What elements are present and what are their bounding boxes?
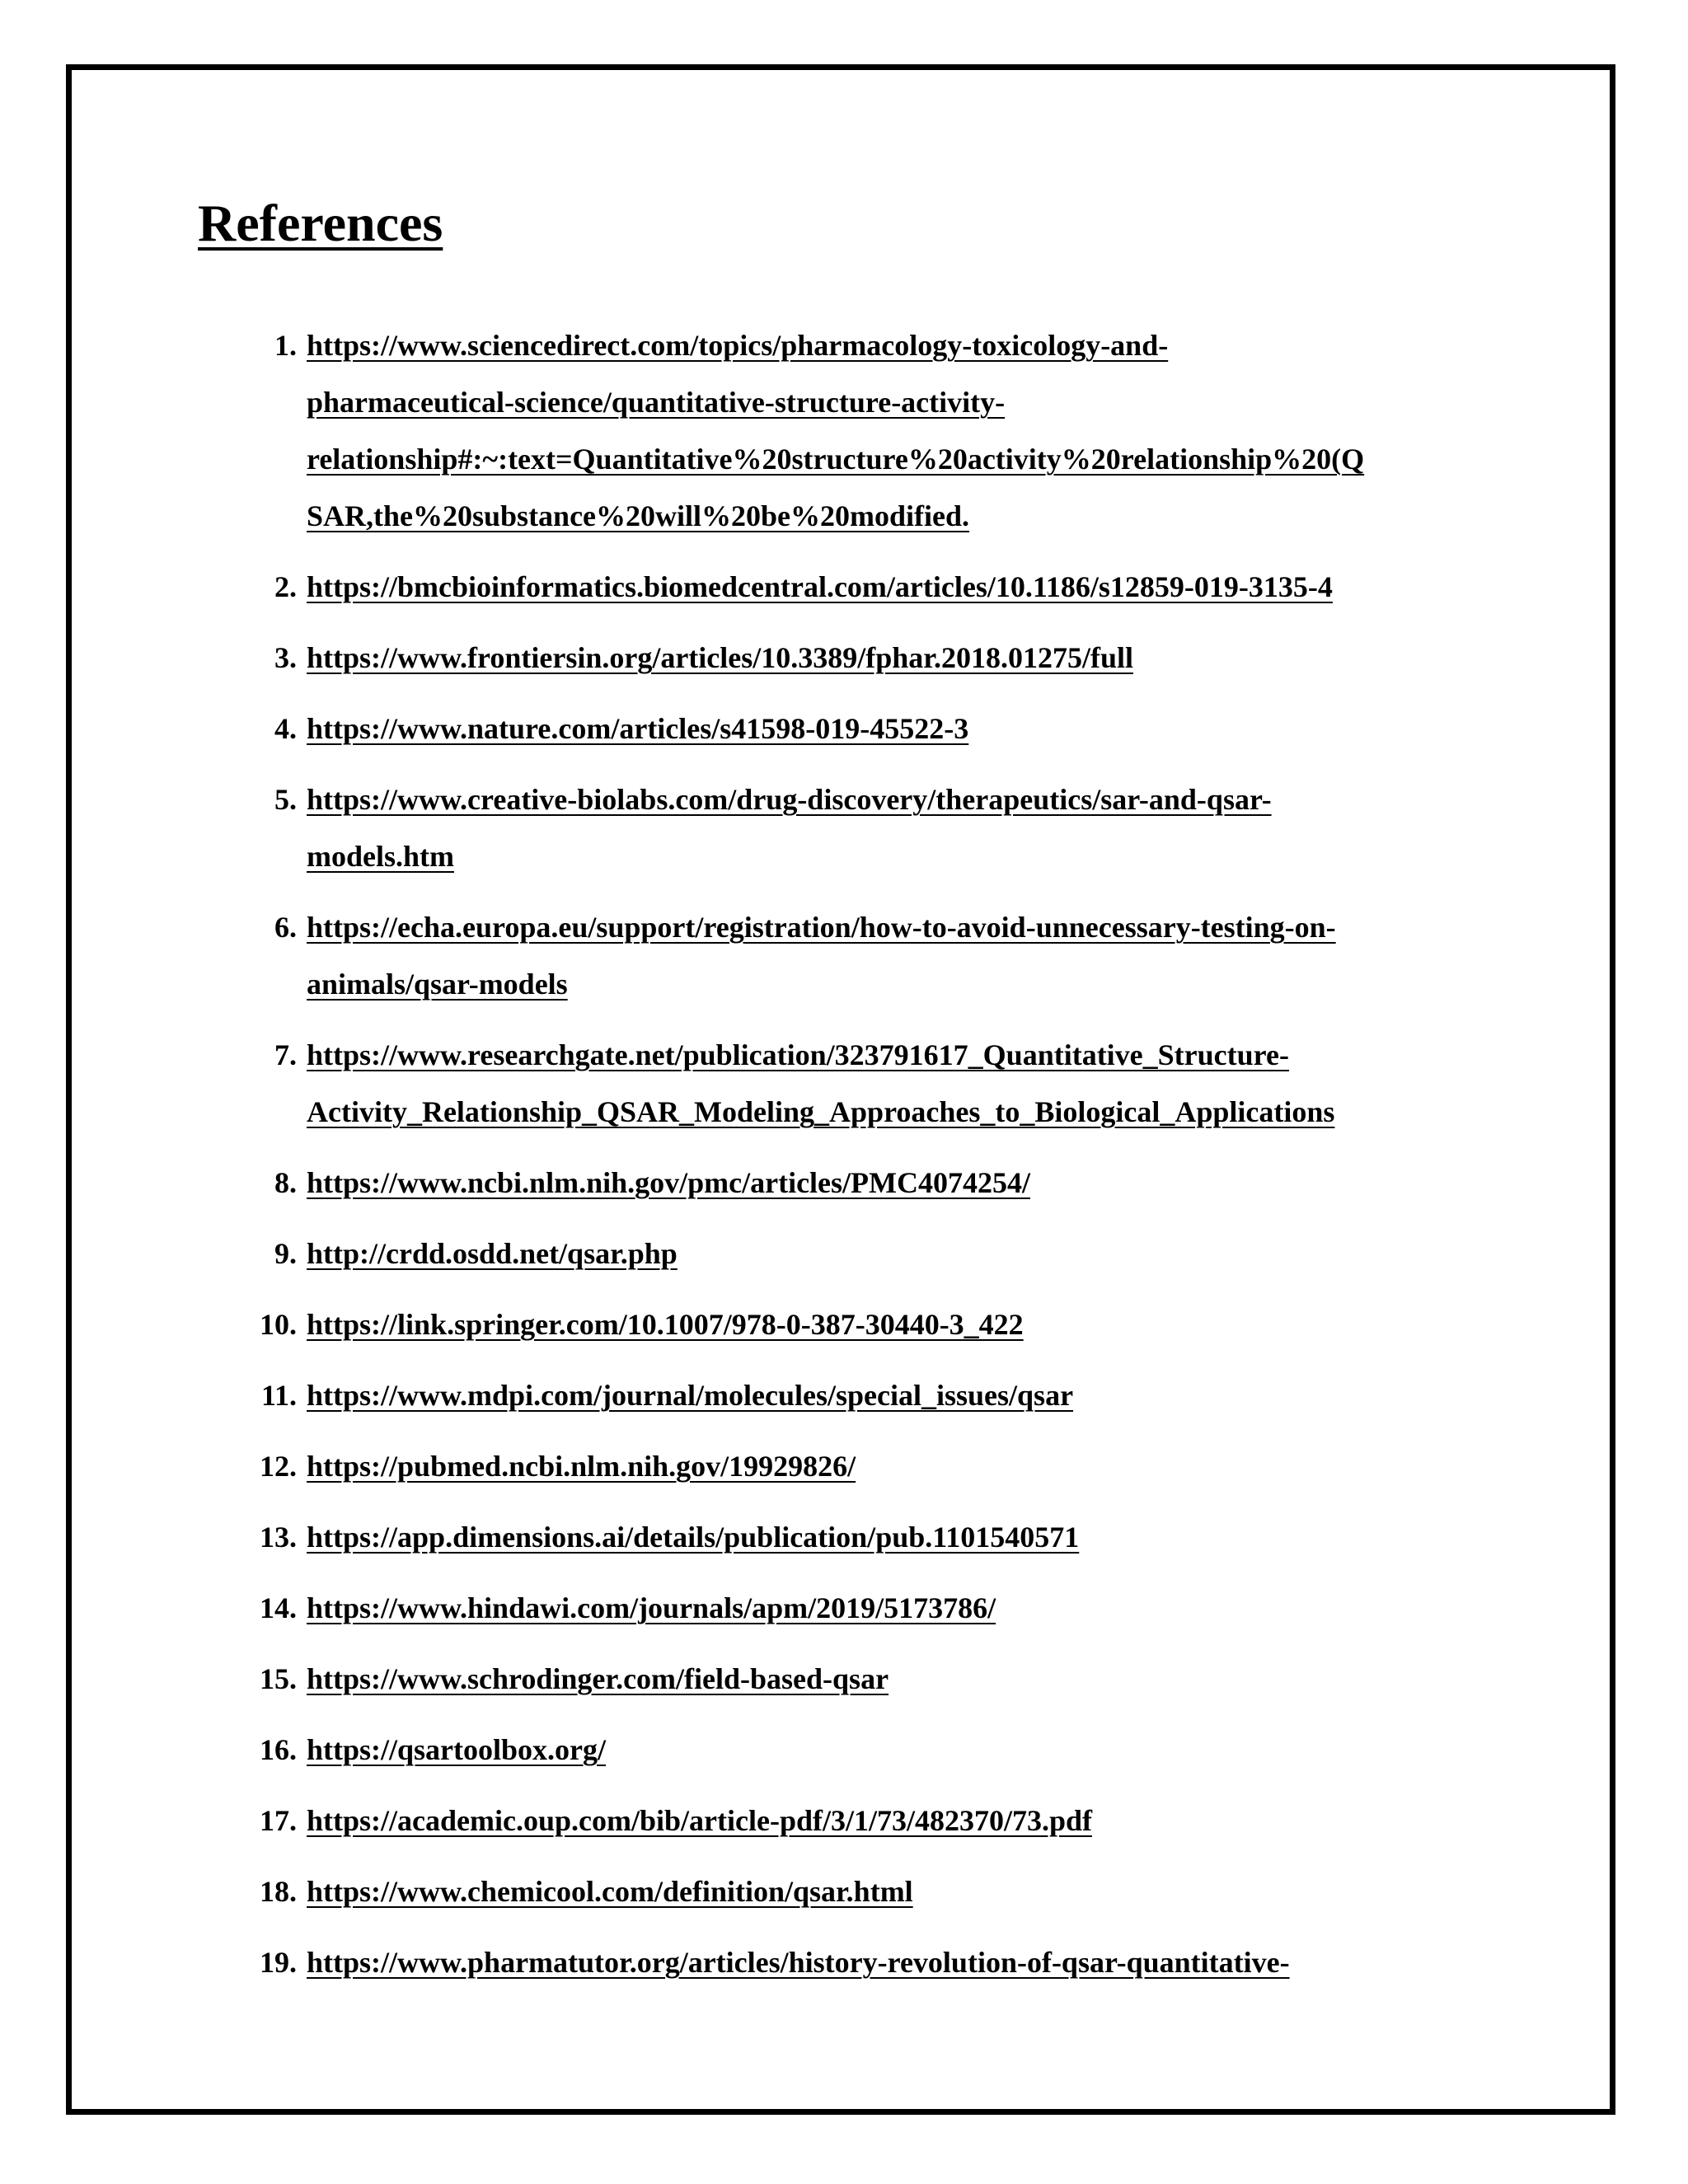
reference-number: 17. xyxy=(260,1804,297,1837)
reference-item xyxy=(198,1509,1500,1566)
reference-number: 11. xyxy=(260,1379,297,1412)
reference-link[interactable] xyxy=(307,899,1500,1013)
reference-number: 19. xyxy=(260,1946,297,1979)
reference-item xyxy=(198,1863,1500,1920)
reference-number: 1. xyxy=(274,329,297,362)
reference-link-line[interactable]: https://www.creative-biolabs.com/drug-discovery/therapeutics/sar-and-qsar- xyxy=(307,783,1272,816)
reference-number: 8. xyxy=(274,1166,297,1199)
reference-link-line[interactable]: https://link.springer.com/10.1007/978-0-387-30440-3_422 xyxy=(307,1308,1024,1341)
reference-link[interactable] xyxy=(307,1863,1500,1920)
reference-number: 15. xyxy=(260,1662,297,1695)
reference-link[interactable] xyxy=(307,559,1500,616)
reference-link[interactable] xyxy=(307,1722,1500,1779)
reference-link-line[interactable]: http://crdd.osdd.net/qsar.php xyxy=(307,1237,678,1270)
reference-link-line[interactable]: https://academic.oup.com/bib/article-pdf/3/1/73/482370/73.pdf xyxy=(307,1804,1093,1837)
reference-link[interactable] xyxy=(307,1793,1500,1849)
reference-link[interactable] xyxy=(307,1155,1500,1212)
reference-number: 3. xyxy=(274,641,297,674)
reference-link[interactable] xyxy=(307,630,1500,687)
reference-link-line[interactable]: https://www.pharmatutor.org/articles/history-revolution-of-qsar-quantitative- xyxy=(307,1946,1290,1979)
reference-link[interactable] xyxy=(307,1296,1500,1353)
reference-item xyxy=(198,1934,1500,1991)
reference-link-line[interactable]: https://www.nature.com/articles/s41598-019-45522-3 xyxy=(307,712,969,745)
reference-item xyxy=(198,1027,1500,1141)
reference-link-line[interactable]: Activity_Relationship_QSAR_Modeling_Approaches_to_Biological_Applications xyxy=(307,1095,1335,1128)
reference-link-line[interactable]: https://www.mdpi.com/journal/molecules/special_issues/qsar xyxy=(307,1379,1074,1412)
reference-link[interactable] xyxy=(307,1226,1500,1282)
reference-link-line[interactable]: relationship#:~:text=Quantitative%20structure%20activity%20relationship%20(Q xyxy=(307,443,1365,476)
reference-list xyxy=(198,317,1500,2005)
reference-link-line[interactable]: https://qsartoolbox.org/ xyxy=(307,1733,607,1766)
reference-link-line[interactable]: https://www.researchgate.net/publication/323791617_Quantitative_Structure- xyxy=(307,1038,1289,1071)
reference-link[interactable] xyxy=(307,1509,1500,1566)
reference-item xyxy=(198,317,1500,545)
reference-number: 12. xyxy=(260,1450,297,1483)
reference-item xyxy=(198,1367,1500,1424)
reference-item xyxy=(198,1155,1500,1212)
reference-link[interactable] xyxy=(307,317,1500,545)
reference-number: 16. xyxy=(260,1733,297,1766)
reference-link-line[interactable]: https://www.ncbi.nlm.nih.gov/pmc/articles/PMC4074254/ xyxy=(307,1166,1031,1199)
reference-item xyxy=(198,771,1500,885)
reference-link-line[interactable]: https://www.hindawi.com/journals/apm/2019/5173786/ xyxy=(307,1591,996,1624)
reference-number: 14. xyxy=(260,1591,297,1624)
reference-link[interactable] xyxy=(307,771,1500,885)
reference-item xyxy=(198,1296,1500,1353)
reference-link-line[interactable]: https://www.frontiersin.org/articles/10.3389/fphar.2018.01275/full xyxy=(307,641,1133,674)
reference-link-line[interactable]: models.htm xyxy=(307,840,454,873)
reference-item xyxy=(198,899,1500,1013)
reference-number: 18. xyxy=(260,1875,297,1908)
reference-link-line[interactable]: animals/qsar-models xyxy=(307,968,568,1001)
reference-item xyxy=(198,1651,1500,1708)
reference-link-line[interactable]: https://www.sciencedirect.com/topics/pharmacology-toxicology-and- xyxy=(307,329,1169,362)
reference-item xyxy=(198,1438,1500,1495)
reference-link[interactable] xyxy=(307,1027,1500,1141)
reference-number: 13. xyxy=(260,1521,297,1554)
reference-link-line[interactable]: https://bmcbioinformatics.biomedcentral.com/articles/10.1186/s12859-019-3135-4 xyxy=(307,570,1333,603)
reference-link-line[interactable]: https://echa.europa.eu/support/registration/how-to-avoid-unnecessary-testing-on- xyxy=(307,911,1336,944)
reference-number: 9. xyxy=(274,1237,297,1270)
reference-link[interactable] xyxy=(307,1438,1500,1495)
reference-link[interactable] xyxy=(307,1580,1500,1637)
reference-link-line[interactable]: https://app.dimensions.ai/details/publication/pub.1101540571 xyxy=(307,1521,1080,1554)
reference-item xyxy=(198,1226,1500,1282)
reference-number: 6. xyxy=(274,911,297,944)
reference-number: 10. xyxy=(260,1308,297,1341)
reference-link[interactable] xyxy=(307,701,1500,757)
reference-item xyxy=(198,559,1500,616)
reference-item xyxy=(198,1580,1500,1637)
reference-link-line[interactable]: https://pubmed.ncbi.nlm.nih.gov/19929826/ xyxy=(307,1450,856,1483)
reference-link[interactable] xyxy=(307,1651,1500,1708)
reference-link[interactable] xyxy=(307,1934,1500,1991)
page-title: References xyxy=(198,194,443,252)
reference-number: 5. xyxy=(274,783,297,816)
reference-item xyxy=(198,630,1500,687)
reference-link-line[interactable]: https://www.schrodinger.com/field-based-qsar xyxy=(307,1662,889,1695)
reference-link[interactable] xyxy=(307,1367,1500,1424)
reference-number: 7. xyxy=(274,1038,297,1071)
reference-number: 2. xyxy=(274,570,297,603)
reference-link-line[interactable]: https://www.chemicool.com/definition/qsar.html xyxy=(307,1875,913,1908)
reference-item xyxy=(198,1793,1500,1849)
reference-item xyxy=(198,701,1500,757)
reference-item xyxy=(198,1722,1500,1779)
reference-link-line[interactable]: pharmaceutical-science/quantitative-structure-activity- xyxy=(307,386,1006,419)
reference-number: 4. xyxy=(274,712,297,745)
reference-link-line[interactable]: SAR,the%20substance%20will%20be%20modified. xyxy=(307,499,970,532)
